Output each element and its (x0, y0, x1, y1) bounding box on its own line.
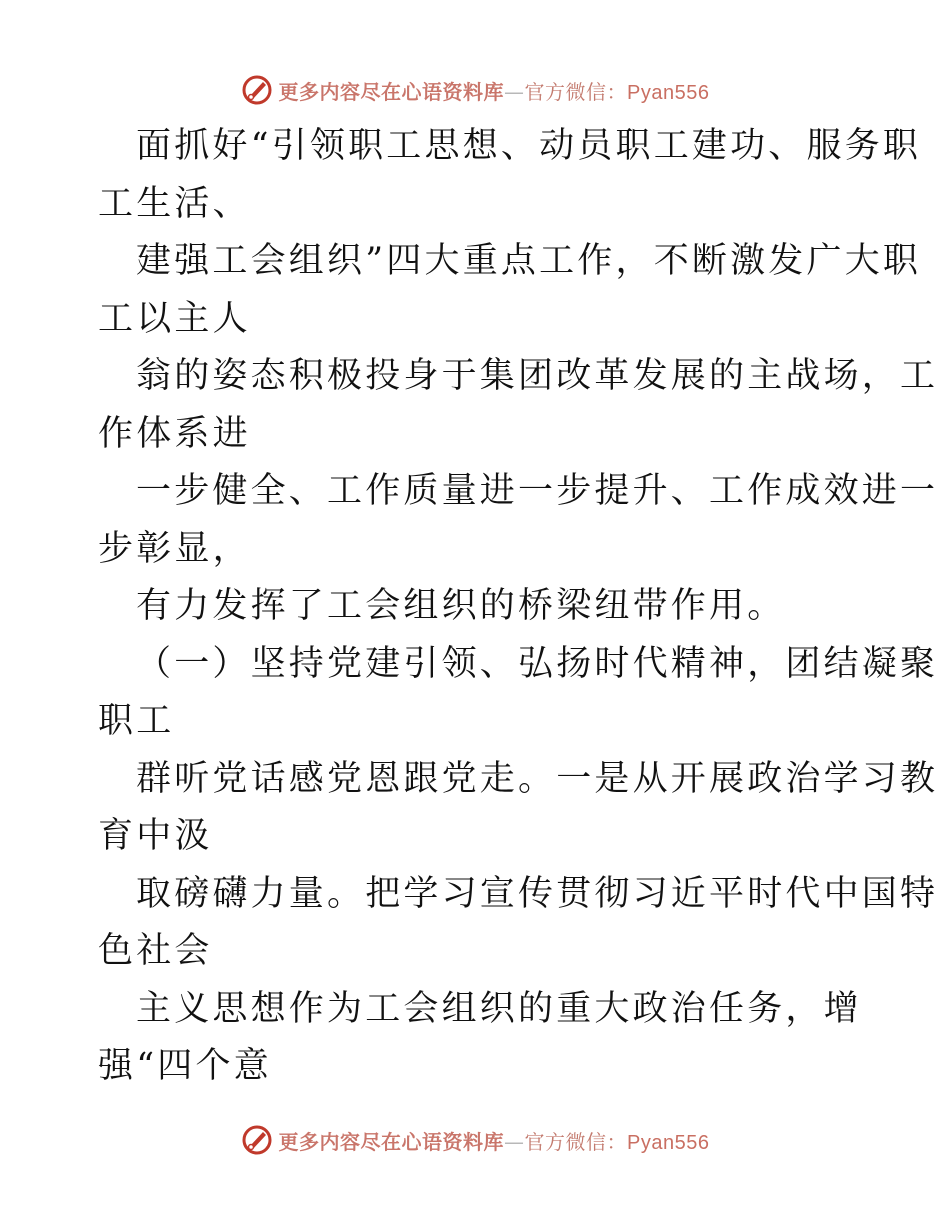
section-heading-line: （一）坚持党建引领、弘扬时代精神，团结凝聚 (136, 643, 939, 684)
text-line: 有力发挥了工会组织的桥梁纽带作用。 (136, 586, 786, 626)
text-line: 工生活、 (98, 183, 251, 224)
watermark-separator: — (504, 79, 525, 104)
watermark-separator: — (504, 1129, 525, 1154)
text-line: 翁的姿态积极投身于集团改革发展的主战场，工 (136, 356, 939, 396)
text-line: 建强工会组织”四大重点工作，不断激发广大职 (136, 241, 922, 281)
text-line: 强“四个意 (98, 1046, 272, 1086)
text-line: 色社会 (98, 931, 213, 971)
text-line: 工以主人 (98, 298, 251, 339)
watermark-text (279, 1126, 710, 1155)
watermark-site: 更多内容尽在心语资料库 (278, 79, 505, 104)
watermark-label: 官方微信： (524, 79, 628, 104)
logo-icon (241, 74, 273, 106)
text-line: 面抓好“引领职工思想、动员职工建功、服务职 (136, 126, 922, 166)
logo-icon (241, 1124, 273, 1156)
watermark-account: Pyan556 (627, 1131, 710, 1154)
text-line: 一步健全、工作质量进一步提升、工作成效进一 (136, 471, 939, 511)
text-line: 职工 (98, 701, 175, 741)
header-watermark (0, 70, 950, 110)
text-line: 群听党话感党恩跟党走。一是从开展政治学习教 (136, 758, 939, 799)
document-body (98, 118, 939, 1096)
watermark-site: 更多内容尽在心语资料库 (278, 1129, 505, 1154)
watermark-label: 官方微信： (524, 1129, 628, 1154)
text-line: 取磅礴力量。把学习宣传贯彻习近平时代中国特 (136, 873, 939, 914)
footer-watermark (0, 1120, 950, 1160)
text-line: 育中汲 (98, 816, 213, 856)
text-line: 步彰显， (98, 528, 251, 569)
text-line: 作体系进 (98, 413, 251, 454)
watermark-account: Pyan556 (627, 81, 710, 104)
watermark-text (279, 76, 710, 105)
text-line: 主义思想作为工会组织的重大政治任务，增 (136, 988, 862, 1029)
